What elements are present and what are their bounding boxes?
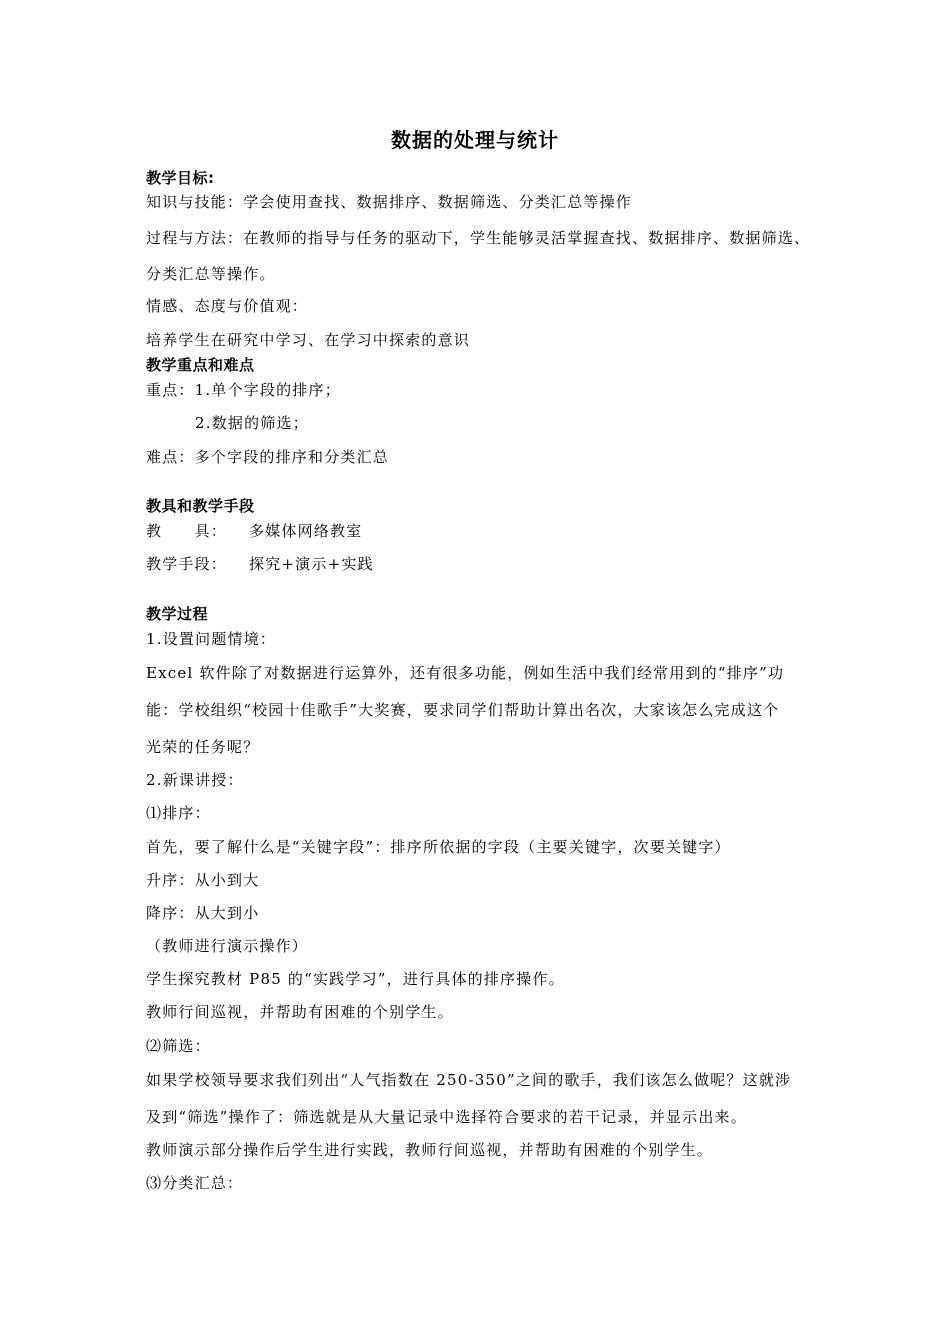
objective-emotion: 情感、态度与价值观： [146,297,309,315]
student-practice: 学生探究教材 P85 的“实践学习”，进行具体的排序操作。 [146,970,565,988]
filter-demo: 教师演示部分操作后学生进行实践，教师行间巡视，并帮助有困难的个别学生。 [146,1141,714,1159]
teacher-demo-note: （教师进行演示操作） [146,937,309,955]
subtotal-heading: ⑶分类汇总： [146,1174,244,1192]
filter-line-1: 如果学校领导要求我们列出“人气指数在 250-350”之间的歌手，我们该怎么做呢？这就涉 [146,1071,792,1089]
tools-label: 教 具： [146,522,228,540]
difficulty-point: 难点：多个字段的排序和分类汇总 [146,448,390,466]
process-step-2: 2.新课讲授： [146,771,244,789]
method-row [146,554,374,574]
method-label: 教学手段： [146,555,228,573]
objective-process-line1: 过程与方法：在教师的指导与任务的驱动下，学生能够灵活掌握查找、数据排序、数据筛选、 [146,229,811,247]
filter-heading: ⑵筛选： [146,1037,211,1055]
sort-descending: 降序：从大到小 [146,904,260,922]
section-heading-key-points: 教学重点和难点 [146,356,255,374]
objective-process-line2: 分类汇总等操作。 [146,265,276,283]
section-heading-objectives: 教学目标: [146,169,215,187]
method-value: 探究+演示+实践 [249,555,374,573]
objective-emotion-detail: 培养学生在研究中学习、在学习中探索的意识 [146,331,471,349]
process-step-1: 1.设置问题情境： [146,630,277,648]
section-heading-process: 教学过程 [146,605,209,623]
tools-value: 多媒体网络教室 [249,522,363,540]
process-para1-line3: 光荣的任务呢？ [146,738,260,756]
key-point-1: 重点：1.单个字段的排序； [146,381,341,399]
sort-ascending: 升序：从小到大 [146,871,260,889]
key-point-2: 2.数据的筛选； [195,414,309,432]
process-para1-line2: 能：学校组织“校园十佳歌手”大奖赛，要求同学们帮助计算出名次，大家该怎么完成这个 [146,701,780,719]
sort-key-definition: 首先，要了解什么是“关键字段”：排序所依据的字段（主要关键字，次要关键字） [146,838,731,856]
process-para1-line1: Excel 软件除了对数据进行运算外，还有很多功能，例如生活中我们经常用到的“排序”功 [146,664,785,682]
tools-row [146,521,362,541]
sort-heading: ⑴排序： [146,804,211,822]
document-title: 数据的处理与统计 [391,128,559,152]
section-heading-tools: 教具和教学手段 [146,497,255,515]
filter-line-2: 及到“筛选”操作了：筛选就是从大量记录中选择符合要求的若干记录，并显示出来。 [146,1108,747,1126]
teacher-patrol: 教师行间巡视，并帮助有困难的个别学生。 [146,1003,454,1021]
objective-knowledge: 知识与技能：学会使用查找、数据排序、数据筛选、分类汇总等操作 [146,193,633,211]
